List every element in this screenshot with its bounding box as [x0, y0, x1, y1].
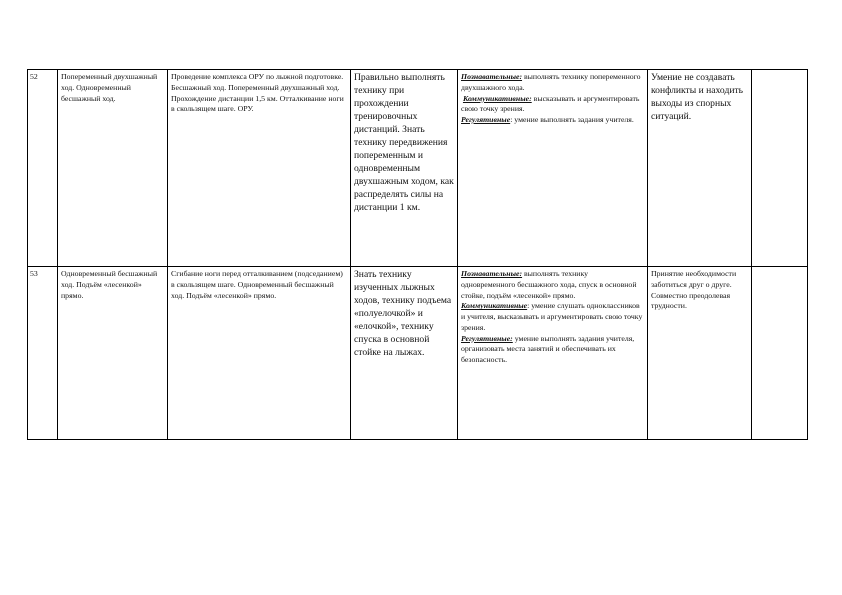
lesson-number: 52 [28, 70, 58, 267]
lesson-extra [752, 70, 808, 267]
uud-communicative-text: : умение слушать одноклассников и учителя, высказывать и аргументировать свою точку зрения. [461, 301, 643, 332]
uud-communicative [461, 301, 644, 333]
lesson-personal: Умение не создавать конфликты и находить выходы из спорных ситуаций. [648, 70, 752, 267]
uud-regulatory-text: : умение выполнять задания учителя. [510, 115, 634, 124]
uud-communicative [461, 94, 644, 116]
lesson-uud [458, 267, 648, 440]
uud-regulatory [461, 115, 644, 126]
uud-regulatory-text: умение выполнять задания учителя, организовать места занятий и обеспечивать их безопасность. [461, 333, 635, 364]
uud-regulatory-label: Регулятивные: [461, 333, 513, 343]
lesson-uud [458, 70, 648, 267]
lesson-content: Проведение комплекса ОРУ по лыжной подготовке. Бесшажный ход. Попеременный двухшажный ход. Прохождение дистанции 1,5 км. Отталкивание ноги в скользящем шаге. ОРУ. [168, 70, 351, 267]
uud-regulatory [461, 334, 644, 366]
lesson-extra [752, 267, 808, 440]
table-row [28, 70, 808, 267]
lesson-topic: Одновременный бесшажный ход. Подъём «лесенкой» прямо. [58, 267, 168, 440]
uud-cognitive-text: выполнять технику попеременного двухшажного хода. [461, 72, 641, 92]
lesson-knowledge: Правильно выполнять технику при прохождении тренировочных дистанций. Знать технику передвижения попеременным и одновременным двухшажным ходом, как распределять силы на дистанции 1 км. [351, 70, 458, 267]
uud-communicative-text: высказывать и аргументировать свою точку зрения. [461, 93, 640, 114]
table-row [28, 267, 808, 440]
lesson-content: Сгибание ноги перед отталкиванием (подседанием) в скользящем шаге. Одновременный бесшажный ход. Подъём «лесенкой» прямо. [168, 267, 351, 440]
uud-communicative-label: Коммуникативные [461, 301, 528, 311]
lesson-knowledge: Знать технику изученных лыжных ходов, технику подъема «полуелочкой» и «елочкой», технику спуска в основной стойке на лыжах. [351, 267, 458, 440]
uud-communicative-label: Коммуникативные: [462, 93, 532, 103]
lesson-personal: Принятие необходимости заботиться друг о друге. Совместно преодолевая трудности. [648, 267, 752, 440]
uud-cognitive [461, 269, 644, 301]
lesson-topic: Попеременный двухшажный ход. Одновременный бесшажный ход. [58, 70, 168, 267]
uud-cognitive-text: выполнять технику одновременного бесшажного хода, спуск в основной стойке, подъём «лесенкой» прямо. [461, 269, 637, 300]
lesson-plan-table [27, 69, 808, 440]
uud-cognitive [461, 72, 644, 94]
uud-regulatory-label: Регулятивные [461, 115, 511, 124]
uud-cognitive-label: Познавательные: [461, 269, 523, 278]
uud-cognitive-label: Познавательные: [461, 72, 523, 81]
lesson-number: 53 [28, 267, 58, 440]
